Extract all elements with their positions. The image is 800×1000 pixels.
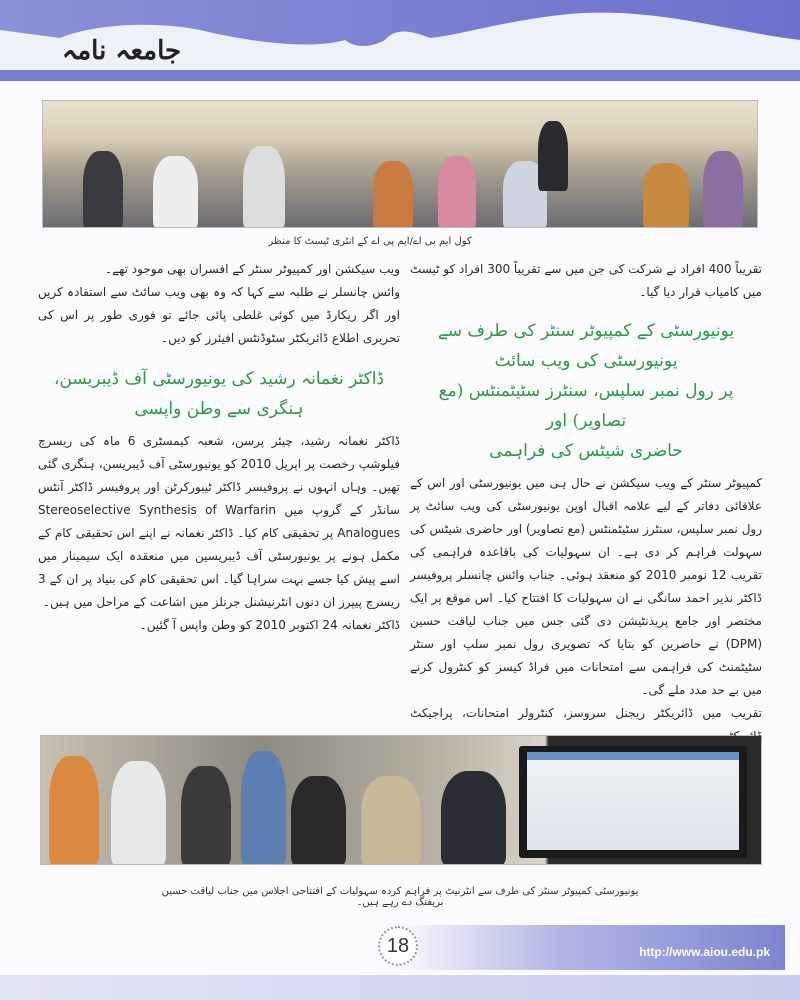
website-url[interactable]: http://www.aiou.edu.pk: [639, 945, 770, 959]
masthead-title: جامعہ نامہ: [62, 36, 182, 66]
right-closing-paragraph: تقریب میں ڈائریکٹر ریجنل سروسز، کنٹرولر امتحانات، پراجیکٹ ڈائریکٹر،: [410, 706, 762, 743]
heading-line: پر رول نمبر سلپس، سنٹرز سٹیٹمنٹس (مع تصاویر) اور: [438, 381, 734, 431]
top-photo-caption: کول ایم بی اے/ایم پی اے کے انٹری ٹیسٹ کا منظر: [268, 236, 472, 247]
left-body-paragraph: ڈاکٹر نغمانہ رشید، چیئر پرسن، شعبہ کیمسٹری 6 ماہ کی ریسرچ فیلوشپ رخصت پر اپریل 2010 کو یونیورسٹی آف ڈیبریسن، ہنگری گئی تھیں۔ وہاں انہوں نے پروفیسر ڈاکٹر ٹیبورکرٹن اور پروفیسر ڈاکٹر آنٹس سانڈر کے گروپ میں Stereoselective Synthesis of Warfarin Analogues پر تحقیقی کام کیا۔ ڈاکٹر نغمانہ نے اپنے اس تحقیقی کام کے مکمل ہونے پر یونیورسٹی آف ڈیبریسین میں منعقدہ ایک سیمینار میں اسے پیش کیا جسے بہت سراہا گیا۔ اس تحقیقی کام کی بنیاد پر ان کے 3 ریسرچ پیپرز ان دنوں انٹرنیشنل جرنلز میں اشاعت کے مراحل میں ہیں۔: [38, 434, 400, 609]
left-article-heading: [38, 364, 400, 424]
right-body-paragraph: کمپیوٹر سنٹر کے ویب سیکشن نے حال ہی میں یونیورسٹی اور اس کے علاقائی دفاتر کے لیے علامہ اقبال اوپن یونیورسٹی کی ویب سائٹ پر رول نمبر سلپس، سنٹرز سٹیٹمنٹس (مع تصاویر) اور حاضری شیٹس کی سہولت فراہم کر دی ہے۔ ان سہولیات کی باقاعدہ فراہمی کی تقریب 12 نومبر 2010 کو منعقد ہوئی۔ جناب وائس چانسلر پروفیسر ڈاکٹر نذیر احمد سانگی نے ان سہولیات کا افتتاح کیا۔ اس موقع پر ایک مختصر اور جامع پریذنٹیشن دی گئی جس میں جناب لیاقت حسین (DPM) نے حاضرین کو بتایا کہ تصویری رول نمبر سلپ اور سنٹر سٹیٹمنٹ کی فراہمی سے امتحانات میں فراڈ کیسز کو کنٹرول کرنے میں بے حد مدد ملے گی۔: [410, 476, 763, 697]
page-number: 18: [378, 926, 418, 966]
right-article-heading: [410, 316, 762, 466]
page-header: [0, 0, 800, 82]
heading-line: حاضری شیٹس کی فراہمی: [489, 441, 683, 461]
heading-line: یونیورسٹی کے کمپیوٹر سنٹر کی طرف سے یونیورسٹی کی ویب سائٹ: [437, 321, 735, 371]
entry-test-photo: [42, 100, 758, 228]
heading-line: ہنگری سے وطن واپسی: [134, 399, 304, 419]
left-closing-paragraph: ڈاکٹر نغمانہ 24 اکتوبر 2010 کو وطن واپس آ گئیں۔: [139, 618, 400, 632]
monitor-screen: [519, 746, 747, 858]
left-column: [38, 258, 400, 637]
bottom-photo-caption: یونیورسٹی کمپیوٹر سنٹر کی طرف سے انٹرنیٹ پر فراہم کردہ سہولیات کے افتتاحی اجلاس میں جناب لیاقت حسین بریفنگ دے رہے ہیں۔: [161, 886, 639, 908]
left-intro-paragraph: ویب سیکشن اور کمپیوٹر سنٹر کے افسران بھی موجود تھے۔: [105, 262, 400, 276]
right-intro-paragraph: تقریباً 400 افراد نے شرکت کی جن میں سے تقریباً 300 افراد کو ٹیسٹ میں کامیاب قرار دیا گیا۔: [410, 262, 762, 299]
heading-line: ڈاکٹر نغمانہ رشید کی یونیورسٹی آف ڈیبریسن،: [53, 369, 385, 389]
page-footer: [0, 920, 800, 980]
footer-bottom-band: [0, 975, 800, 1000]
right-column: [410, 258, 762, 748]
left-second-paragraph: وائس چانسلر نے طلبہ سے کہا کہ وہ بھی ویب سائٹ سے استفادہ کریں اور اگر ریکارڈ میں کوئی غلطی پائی جائے تو فوری طور پر اس کی تحریری اطلاع ڈائریکٹر سٹوڈنٹس افیئرز کو دیں۔: [38, 285, 400, 345]
briefing-photo: [40, 735, 762, 865]
